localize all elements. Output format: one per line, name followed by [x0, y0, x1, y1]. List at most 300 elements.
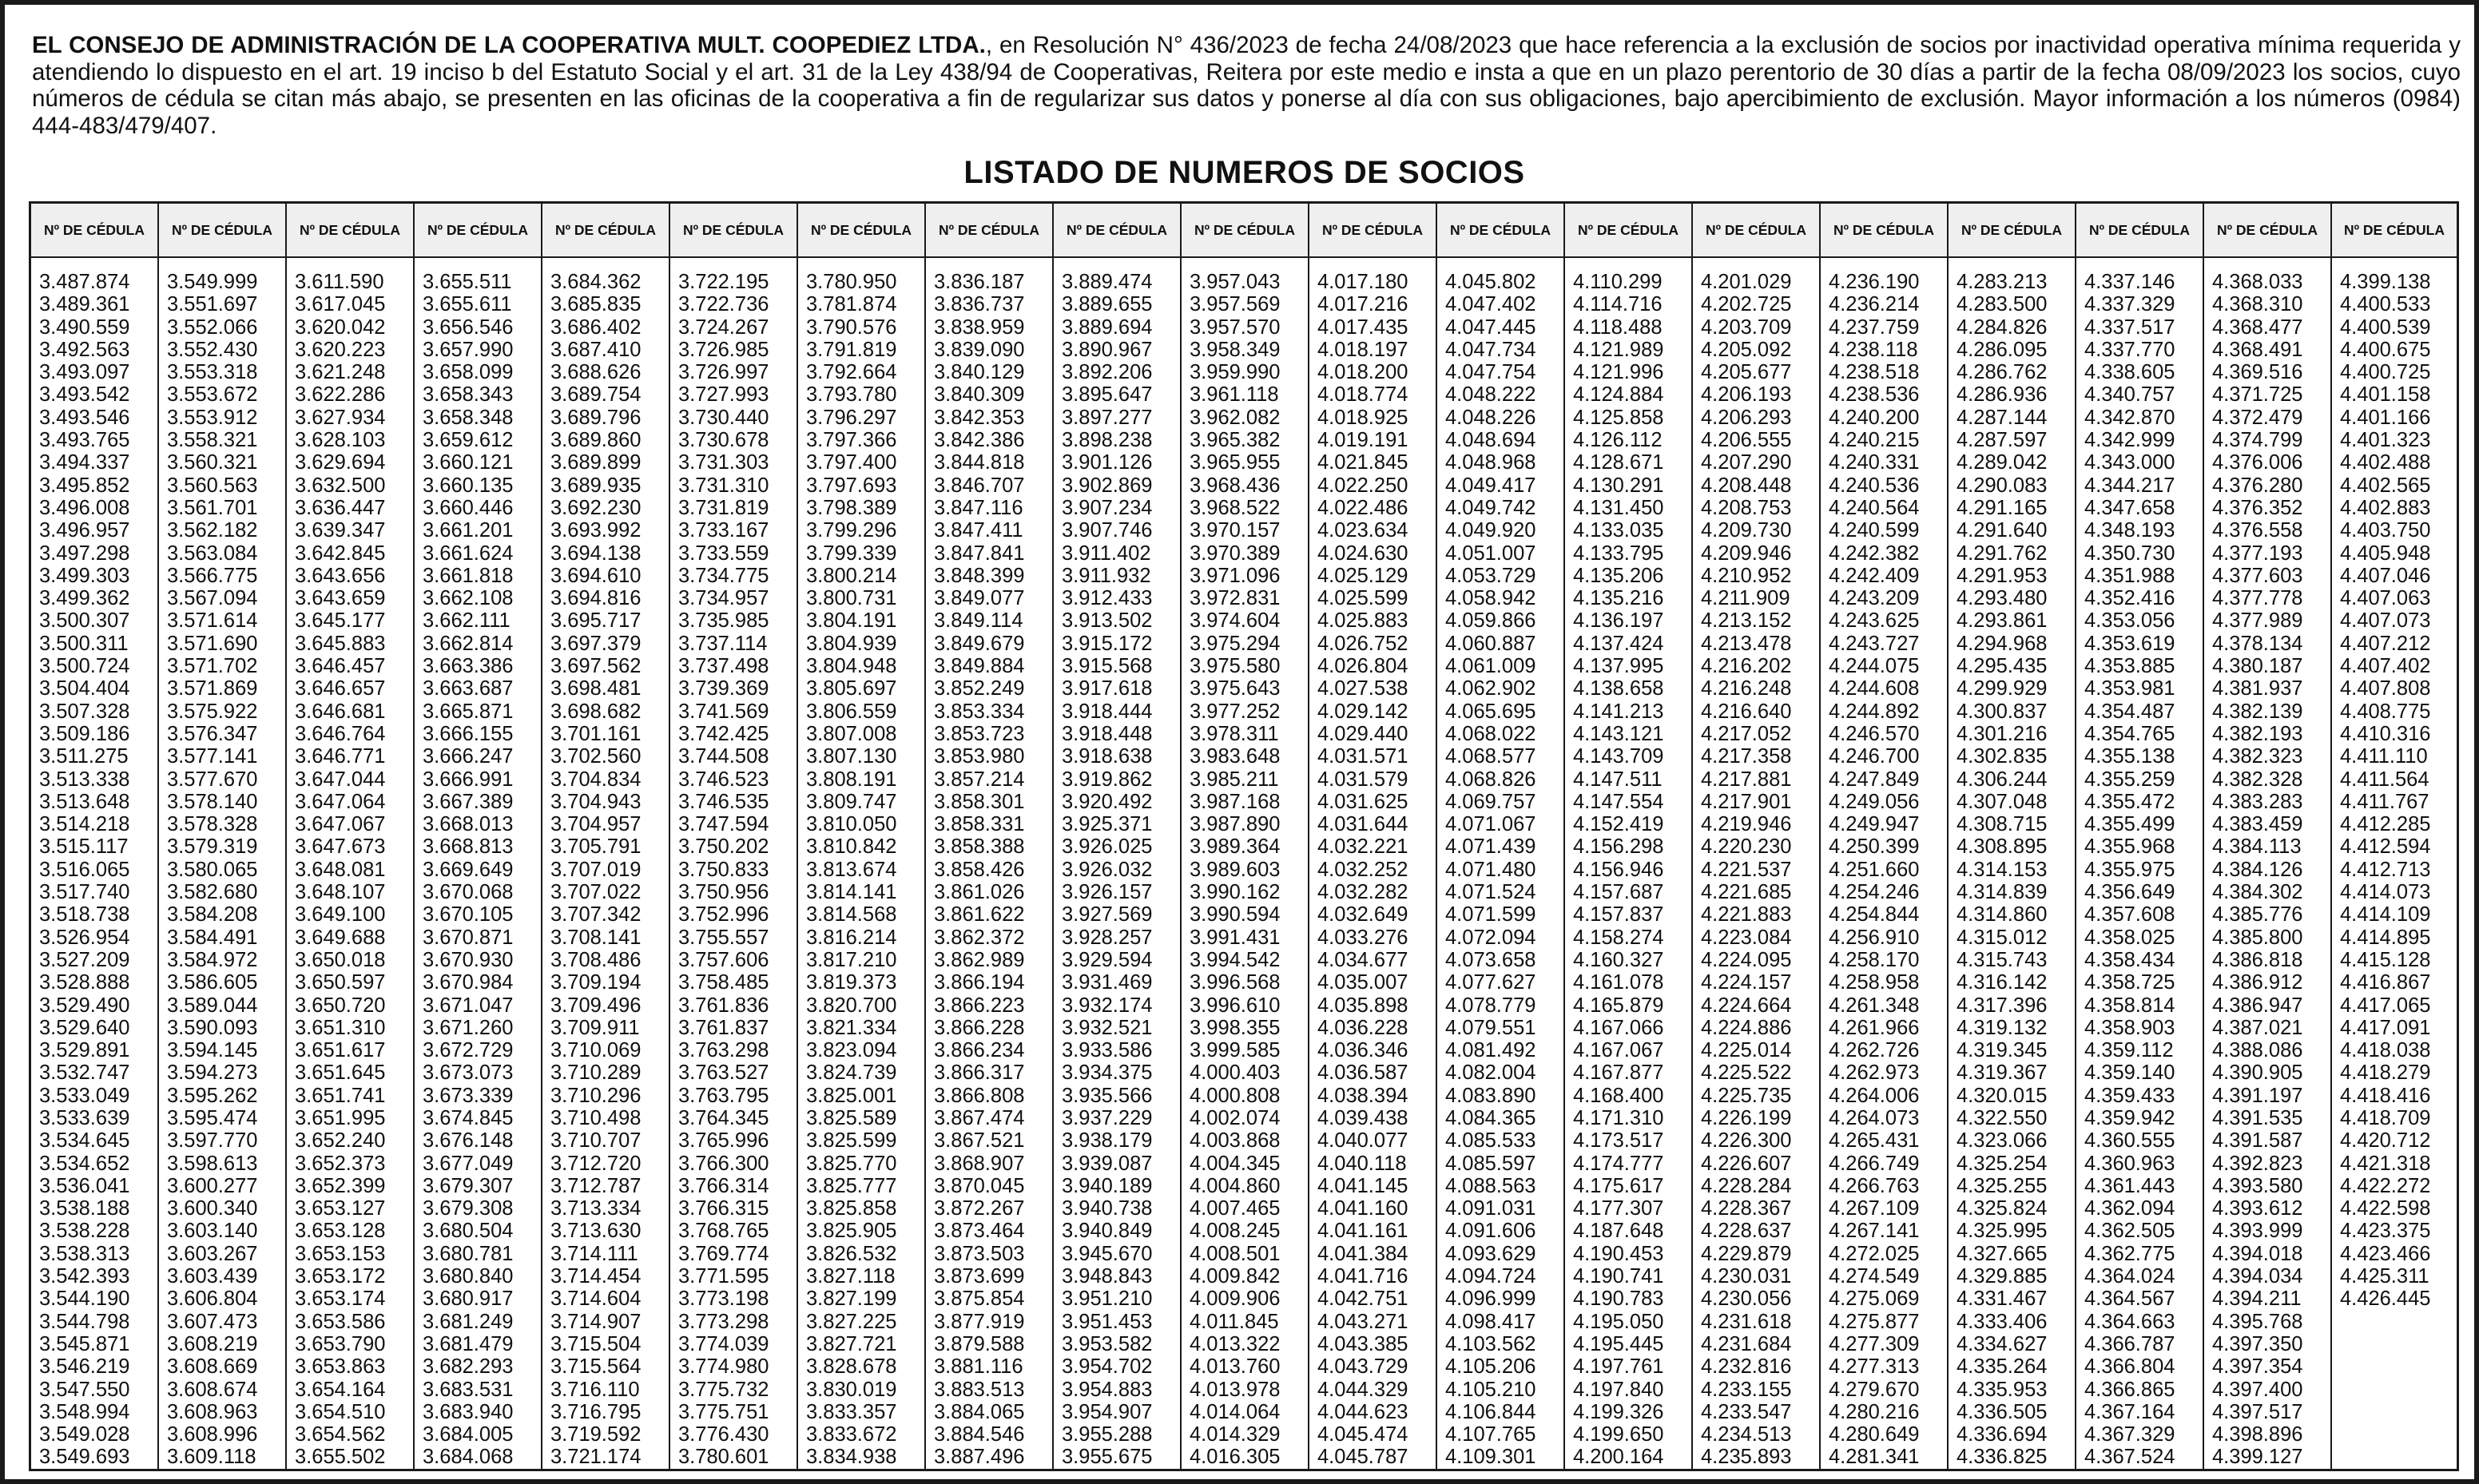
- id-number-cell: 4.366.787: [2084, 1332, 2175, 1355]
- id-number-cell: 3.883.513: [934, 1378, 1025, 1401]
- column-header: Nº DE CÉDULA: [1821, 204, 1947, 258]
- id-number-cell: 4.088.563: [1445, 1174, 1536, 1197]
- id-number-cell: 4.077.627: [1445, 971, 1536, 994]
- id-number-cell: 4.230.031: [1701, 1265, 1792, 1288]
- id-number-cell: 4.283.213: [1957, 271, 2048, 293]
- id-number-cell: 3.954.702: [1062, 1355, 1153, 1379]
- id-number-cell: 4.143.709: [1573, 745, 1664, 768]
- id-number-cell: 4.216.202: [1701, 655, 1792, 678]
- id-number-cell: 3.708.141: [550, 926, 642, 949]
- id-number-cell: 3.710.296: [550, 1084, 642, 1107]
- id-number-cell: 3.655.511: [423, 271, 512, 293]
- id-number-cell: 3.907.234: [1062, 496, 1153, 519]
- id-number-cell: 4.233.155: [1701, 1378, 1792, 1401]
- id-number-cell: 3.655.611: [423, 293, 512, 316]
- id-number-cell: 3.925.371: [1062, 813, 1153, 836]
- id-number-cell: 3.693.992: [550, 519, 642, 542]
- id-number-cell: 4.291.165: [1957, 496, 2048, 519]
- id-number-cell: 3.722.195: [678, 271, 769, 293]
- id-number-cell: 4.016.305: [1190, 1446, 1281, 1469]
- id-number-cell: 3.961.118: [1190, 383, 1279, 407]
- id-number-cell: 3.810.050: [806, 813, 897, 836]
- id-number-cell: 4.262.726: [1829, 1039, 1920, 1062]
- id-number-cell: 4.412.713: [2340, 858, 2431, 881]
- column-header: Nº DE CÉDULA: [542, 204, 669, 258]
- id-number-cell: 4.286.936: [1957, 383, 2048, 407]
- id-number-cell: 4.407.212: [2340, 632, 2431, 655]
- id-number-cell: 4.043.271: [1317, 1310, 1408, 1333]
- id-number-cell: 4.171.310: [1573, 1106, 1664, 1129]
- id-number-cell: 3.714.454: [550, 1265, 642, 1288]
- column-header: Nº DE CÉDULA: [159, 204, 285, 258]
- id-number-cell: 3.804.939: [806, 632, 897, 655]
- id-number-cell: 3.606.804: [167, 1288, 258, 1311]
- id-number-cell: 4.085.597: [1445, 1152, 1536, 1175]
- id-number-cell: 3.666.155: [423, 722, 514, 745]
- id-number-cell: 4.225.735: [1701, 1084, 1792, 1107]
- id-number-cell: 4.274.549: [1829, 1265, 1920, 1288]
- notice-paragraph: [32, 32, 2461, 139]
- id-number-cell: 3.940.738: [1062, 1197, 1153, 1220]
- column-header: Nº DE CÉDULA: [415, 204, 541, 258]
- id-number-cell: 4.165.879: [1573, 994, 1664, 1017]
- id-number-cell: 3.765.996: [678, 1129, 769, 1153]
- id-number-cell: 4.234.513: [1701, 1423, 1792, 1446]
- id-number-cell: 3.716.795: [550, 1400, 642, 1423]
- id-number-cell: 3.571.702: [167, 655, 258, 678]
- id-number-cell: 3.493.546: [39, 406, 130, 429]
- id-number-cell: 4.017.216: [1317, 293, 1408, 316]
- id-number-cell: 3.551.697: [167, 293, 258, 316]
- id-number-cell: 3.825.770: [806, 1152, 897, 1175]
- id-number-cell: 4.364.663: [2084, 1310, 2175, 1333]
- id-number-cell: 3.500.311: [39, 632, 129, 655]
- id-number-cell: 4.337.770: [2084, 338, 2175, 361]
- id-number-cell: 3.911.402: [1062, 542, 1151, 565]
- column-values: [31, 271, 157, 1469]
- id-number-cell: 4.138.658: [1573, 677, 1664, 700]
- id-number-cell: 4.018.774: [1317, 383, 1408, 407]
- id-number-cell: 4.205.677: [1701, 361, 1792, 384]
- id-number-cell: 3.955.675: [1062, 1446, 1153, 1469]
- id-number-cell: 4.411.110: [2340, 745, 2428, 768]
- id-number-cell: 3.866.194: [934, 971, 1025, 994]
- id-number-cell: 3.552.066: [167, 315, 258, 339]
- id-number-cell: 3.708.486: [550, 948, 642, 971]
- id-number-cell: 3.509.186: [39, 722, 130, 745]
- id-number-cell: 4.395.768: [2212, 1310, 2303, 1333]
- id-number-cell: 3.996.610: [1190, 994, 1281, 1017]
- id-number-cell: 3.689.754: [550, 383, 642, 407]
- id-number-cell: 3.827.721: [806, 1332, 897, 1355]
- id-number-cell: 3.496.008: [39, 496, 130, 519]
- id-number-cell: 3.673.339: [423, 1084, 514, 1107]
- id-number-cell: 4.068.022: [1445, 722, 1536, 745]
- id-number-cell: 4.397.354: [2212, 1355, 2303, 1379]
- id-number-cell: 4.344.217: [2084, 474, 2175, 497]
- id-number-cell: 4.397.400: [2212, 1378, 2303, 1401]
- id-number-cell: 4.354.487: [2084, 700, 2175, 723]
- id-number-cell: 4.291.953: [1957, 564, 2048, 587]
- id-number-cell: 4.083.890: [1445, 1084, 1536, 1107]
- id-number-cell: 3.665.871: [423, 700, 514, 723]
- id-number-cell: 4.240.200: [1829, 406, 1920, 429]
- id-number-cell: 3.653.790: [295, 1332, 386, 1355]
- id-number-cell: 4.041.160: [1317, 1197, 1408, 1220]
- id-number-cell: 4.315.743: [1957, 948, 2048, 971]
- id-number-cell: 3.552.430: [167, 338, 258, 361]
- id-number-cell: 4.331.467: [1957, 1288, 2048, 1311]
- id-number-cell: 4.254.844: [1829, 903, 1920, 927]
- id-number-cell: 4.141.213: [1573, 700, 1664, 723]
- id-number-cell: 3.658.348: [423, 406, 514, 429]
- id-number-cell: 4.402.488: [2340, 451, 2431, 474]
- list-title: LISTADO DE NUMEROS DE SOCIOS: [963, 155, 1525, 190]
- id-number-cell: 3.998.355: [1190, 1016, 1281, 1039]
- id-number-cell: 3.849.077: [934, 587, 1025, 610]
- id-number-cell: 4.024.630: [1317, 542, 1408, 565]
- id-number-cell: 3.873.503: [934, 1242, 1025, 1265]
- id-number-cell: 4.369.516: [2212, 361, 2303, 384]
- id-number-cell: 3.741.569: [678, 700, 769, 723]
- id-number-cell: 4.382.193: [2212, 722, 2303, 745]
- id-number-cell: 3.487.874: [39, 271, 130, 293]
- id-number-cell: 4.038.394: [1317, 1084, 1408, 1107]
- id-number-cell: 3.659.612: [423, 429, 514, 452]
- id-number-cell: 4.224.886: [1701, 1016, 1792, 1039]
- id-number-cell: 4.336.825: [1957, 1446, 2048, 1469]
- id-number-cell: 4.334.627: [1957, 1332, 2048, 1355]
- id-number-cell: 4.032.252: [1317, 858, 1408, 881]
- column-header: Nº DE CÉDULA: [2204, 204, 2330, 258]
- id-number-cell: 4.213.152: [1701, 609, 1792, 633]
- table-column: [1054, 204, 1182, 1469]
- id-number-cell: 4.391.535: [2212, 1106, 2303, 1129]
- id-number-cell: 3.549.693: [39, 1446, 130, 1469]
- id-number-cell: 4.407.046: [2340, 564, 2431, 587]
- id-number-cell: 3.735.985: [678, 609, 769, 633]
- id-number-cell: 4.040.077: [1317, 1129, 1408, 1153]
- table-column: [159, 204, 287, 1469]
- id-number-cell: 4.206.293: [1701, 406, 1792, 429]
- id-number-cell: 3.647.064: [295, 790, 386, 813]
- column-header: Nº DE CÉDULA: [2332, 204, 2457, 258]
- id-number-cell: 4.394.034: [2212, 1265, 2303, 1288]
- id-number-cell: 3.737.498: [678, 655, 769, 678]
- id-number-cell: 3.852.249: [934, 677, 1025, 700]
- id-number-cell: 4.105.206: [1445, 1355, 1536, 1379]
- id-number-cell: 3.608.219: [167, 1332, 258, 1355]
- id-number-cell: 3.755.557: [678, 926, 769, 949]
- id-number-cell: 3.589.044: [167, 994, 258, 1017]
- id-number-cell: 4.174.777: [1573, 1152, 1664, 1175]
- id-number-cell: 3.580.065: [167, 858, 258, 881]
- id-number-cell: 3.858.331: [934, 813, 1025, 836]
- id-number-cell: 4.137.424: [1573, 632, 1664, 655]
- id-number-cell: 3.576.347: [167, 722, 258, 745]
- id-number-cell: 3.682.293: [423, 1355, 514, 1379]
- id-number-cell: 3.651.617: [295, 1039, 386, 1062]
- id-number-cell: 3.714.111: [550, 1242, 638, 1265]
- id-number-cell: 4.034.677: [1317, 948, 1408, 971]
- id-number-cell: 4.233.547: [1701, 1400, 1792, 1423]
- id-number-cell: 4.221.883: [1701, 903, 1792, 927]
- id-number-cell: 4.197.761: [1573, 1355, 1664, 1379]
- id-number-cell: 3.603.267: [167, 1242, 258, 1265]
- id-number-cell: 4.224.095: [1701, 948, 1792, 971]
- id-number-cell: 3.884.546: [934, 1423, 1025, 1446]
- column-header: Nº DE CÉDULA: [1437, 204, 1563, 258]
- column-values: [1054, 271, 1180, 1469]
- id-number-cell: 4.044.329: [1317, 1378, 1408, 1401]
- id-number-cell: 4.068.577: [1445, 745, 1536, 768]
- id-number-cell: 4.114.716: [1573, 293, 1663, 316]
- id-number-cell: 4.277.313: [1829, 1355, 1920, 1379]
- id-number-cell: 4.275.069: [1829, 1288, 1920, 1311]
- id-number-cell: 3.938.179: [1062, 1129, 1153, 1153]
- id-number-cell: 3.529.640: [39, 1016, 130, 1039]
- id-number-cell: 3.881.116: [934, 1355, 1023, 1379]
- id-number-cell: 3.608.963: [167, 1400, 258, 1423]
- id-number-cell: 3.918.448: [1062, 722, 1153, 745]
- id-number-cell: 3.653.128: [295, 1220, 386, 1243]
- id-number-cell: 4.244.075: [1829, 655, 1920, 678]
- id-number-cell: 3.597.770: [167, 1129, 258, 1153]
- column-values: [1949, 271, 2075, 1469]
- id-number-cell: 4.382.328: [2212, 768, 2303, 791]
- id-number-cell: 4.078.779: [1445, 994, 1536, 1017]
- id-number-cell: 4.405.948: [2340, 542, 2431, 565]
- table-column: [926, 204, 1054, 1469]
- column-values: [2076, 271, 2203, 1469]
- id-number-cell: 3.639.347: [295, 519, 386, 542]
- id-number-cell: 4.053.729: [1445, 564, 1536, 587]
- id-number-cell: 4.230.056: [1701, 1288, 1792, 1311]
- id-number-cell: 4.004.860: [1190, 1174, 1281, 1197]
- id-number-cell: 3.645.177: [295, 609, 386, 633]
- id-number-cell: 3.515.117: [39, 835, 129, 859]
- id-number-cell: 3.549.999: [167, 271, 258, 293]
- id-number-cell: 3.684.362: [550, 271, 642, 293]
- id-number-cell: 4.240.536: [1829, 474, 1920, 497]
- id-number-cell: 4.262.973: [1829, 1061, 1920, 1085]
- id-number-cell: 3.547.550: [39, 1378, 130, 1401]
- id-number-cell: 3.797.693: [806, 474, 897, 497]
- id-number-cell: 3.603.140: [167, 1220, 258, 1243]
- id-number-cell: 4.319.367: [1957, 1061, 2048, 1085]
- id-number-cell: 4.091.031: [1445, 1197, 1536, 1220]
- id-number-cell: 4.018.200: [1317, 361, 1408, 384]
- id-number-cell: 3.866.234: [934, 1039, 1025, 1062]
- id-number-cell: 4.295.435: [1957, 655, 2048, 678]
- id-number-cell: 4.294.968: [1957, 632, 2048, 655]
- id-number-cell: 4.124.884: [1573, 383, 1664, 407]
- id-number-cell: 3.808.191: [806, 768, 897, 791]
- id-number-cell: 3.773.298: [678, 1310, 769, 1333]
- id-number-cell: 4.293.480: [1957, 587, 2048, 610]
- id-number-cell: 4.133.795: [1573, 542, 1664, 565]
- id-number-cell: 4.217.901: [1701, 790, 1792, 813]
- id-number-cell: 4.217.052: [1701, 722, 1792, 745]
- id-number-cell: 4.422.272: [2340, 1174, 2431, 1197]
- id-number-cell: 3.558.321: [167, 429, 258, 452]
- id-number-cell: 3.661.818: [423, 564, 514, 587]
- id-number-cell: 4.027.538: [1317, 677, 1408, 700]
- members-table: [29, 201, 2459, 1471]
- id-number-cell: 3.800.214: [806, 564, 897, 587]
- id-number-cell: 3.793.780: [806, 383, 897, 407]
- id-number-cell: 4.355.975: [2084, 858, 2175, 881]
- table-column: [798, 204, 926, 1469]
- id-number-cell: 3.646.764: [295, 722, 386, 745]
- id-number-cell: 3.710.289: [550, 1061, 642, 1085]
- id-number-cell: 3.658.099: [423, 361, 514, 384]
- id-number-cell: 3.989.364: [1190, 835, 1281, 859]
- id-number-cell: 3.919.862: [1062, 768, 1153, 791]
- id-number-cell: 4.360.555: [2084, 1129, 2175, 1153]
- id-number-cell: 4.418.279: [2340, 1061, 2431, 1085]
- id-number-cell: 4.358.434: [2084, 948, 2175, 971]
- id-number-cell: 4.400.725: [2340, 361, 2431, 384]
- id-number-cell: 3.681.249: [423, 1310, 514, 1333]
- id-number-cell: 4.013.760: [1190, 1355, 1281, 1379]
- id-number-cell: 3.934.375: [1062, 1061, 1153, 1085]
- id-number-cell: 3.660.135: [423, 474, 514, 497]
- id-number-cell: 3.915.172: [1062, 632, 1153, 655]
- id-number-cell: 4.322.550: [1957, 1106, 2048, 1129]
- id-number-cell: 4.386.947: [2212, 994, 2303, 1017]
- id-number-cell: 4.350.730: [2084, 542, 2175, 565]
- id-number-cell: 3.545.871: [39, 1332, 130, 1355]
- id-number-cell: 3.713.630: [550, 1220, 642, 1243]
- id-number-cell: 4.091.606: [1445, 1220, 1536, 1243]
- id-number-cell: 4.291.640: [1957, 519, 2048, 542]
- id-number-cell: 3.935.566: [1062, 1084, 1153, 1107]
- id-number-cell: 3.747.594: [678, 813, 769, 836]
- id-number-cell: 4.402.883: [2340, 496, 2431, 519]
- id-number-cell: 4.168.400: [1573, 1084, 1664, 1107]
- id-number-cell: 4.048.968: [1445, 451, 1536, 474]
- id-number-cell: 3.830.019: [806, 1378, 897, 1401]
- id-number-cell: 4.251.660: [1829, 858, 1920, 881]
- column-header: Nº DE CÉDULA: [670, 204, 797, 258]
- id-number-cell: 4.025.599: [1317, 587, 1408, 610]
- id-number-cell: 3.847.116: [934, 496, 1023, 519]
- id-number-cell: 3.907.746: [1062, 519, 1153, 542]
- id-number-cell: 4.391.587: [2212, 1129, 2303, 1153]
- id-number-cell: 3.940.849: [1062, 1220, 1153, 1243]
- id-number-cell: 4.338.605: [2084, 361, 2175, 384]
- id-number-cell: 4.414.073: [2340, 881, 2431, 904]
- id-number-cell: 3.889.655: [1062, 293, 1153, 316]
- id-number-cell: 3.704.957: [550, 813, 642, 836]
- id-number-cell: 4.242.409: [1829, 564, 1920, 587]
- id-number-cell: 3.866.223: [934, 994, 1025, 1017]
- id-number-cell: 3.707.019: [550, 858, 642, 881]
- id-number-cell: 4.022.486: [1317, 496, 1408, 519]
- id-number-cell: 3.489.361: [39, 293, 130, 316]
- id-number-cell: 3.932.174: [1062, 994, 1153, 1017]
- id-number-cell: 4.308.895: [1957, 835, 2048, 859]
- id-number-cell: 4.240.331: [1829, 451, 1920, 474]
- id-number-cell: 4.047.734: [1445, 338, 1536, 361]
- id-number-cell: 3.868.907: [934, 1152, 1025, 1175]
- id-number-cell: 3.750.202: [678, 835, 769, 859]
- id-number-cell: 4.407.808: [2340, 677, 2431, 700]
- id-number-cell: 3.792.664: [806, 361, 897, 384]
- id-number-cell: 4.047.445: [1445, 315, 1536, 339]
- id-number-cell: 4.272.025: [1829, 1242, 1920, 1265]
- id-number-cell: 3.680.917: [423, 1288, 514, 1311]
- id-number-cell: 4.376.006: [2212, 451, 2303, 474]
- id-number-cell: 4.042.751: [1317, 1288, 1408, 1311]
- id-number-cell: 3.677.049: [423, 1152, 514, 1175]
- id-number-cell: 3.656.546: [423, 315, 514, 339]
- id-number-cell: 3.901.126: [1062, 451, 1153, 474]
- id-number-cell: 4.412.285: [2340, 813, 2431, 836]
- id-number-cell: 3.722.736: [678, 293, 769, 316]
- id-number-cell: 4.364.567: [2084, 1288, 2175, 1311]
- id-number-cell: 4.079.551: [1445, 1016, 1536, 1039]
- id-number-cell: 3.821.334: [806, 1016, 897, 1039]
- id-number-cell: 3.577.670: [167, 768, 258, 791]
- id-number-cell: 3.667.389: [423, 790, 514, 813]
- id-number-cell: 3.948.843: [1062, 1265, 1153, 1288]
- id-number-cell: 4.397.350: [2212, 1332, 2303, 1355]
- id-number-cell: 4.003.868: [1190, 1129, 1281, 1153]
- id-number-cell: 3.775.732: [678, 1378, 769, 1401]
- id-number-cell: 4.040.118: [1317, 1152, 1407, 1175]
- id-number-cell: 4.264.006: [1829, 1084, 1920, 1107]
- id-number-cell: 3.724.267: [678, 315, 769, 339]
- id-number-cell: 4.407.402: [2340, 655, 2431, 678]
- id-number-cell: 4.045.802: [1445, 271, 1536, 293]
- id-number-cell: 3.548.994: [39, 1400, 130, 1423]
- id-number-cell: 4.314.153: [1957, 858, 2048, 881]
- id-number-cell: 3.797.366: [806, 429, 897, 452]
- id-number-cell: 4.032.221: [1317, 835, 1408, 859]
- id-number-cell: 3.622.286: [295, 383, 386, 407]
- id-number-cell: 3.527.209: [39, 948, 130, 971]
- id-number-cell: 4.220.230: [1701, 835, 1792, 859]
- id-number-cell: 4.216.248: [1701, 677, 1792, 700]
- id-number-cell: 3.538.313: [39, 1242, 130, 1265]
- id-number-cell: 4.348.193: [2084, 519, 2175, 542]
- id-number-cell: 4.357.608: [2084, 903, 2175, 927]
- id-number-cell: 3.861.622: [934, 903, 1025, 927]
- id-number-cell: 4.206.555: [1701, 429, 1792, 452]
- id-number-cell: 4.017.180: [1317, 271, 1408, 293]
- id-number-cell: 3.844.818: [934, 451, 1025, 474]
- id-number-cell: 3.546.219: [39, 1355, 130, 1379]
- id-number-cell: 3.825.777: [806, 1174, 897, 1197]
- id-number-cell: 3.710.498: [550, 1106, 642, 1129]
- id-number-cell: 3.694.138: [550, 542, 642, 565]
- id-number-cell: 4.243.727: [1829, 632, 1920, 655]
- id-number-cell: 3.890.967: [1062, 338, 1153, 361]
- id-number-cell: 3.584.972: [167, 948, 258, 971]
- id-number-cell: 4.401.323: [2340, 429, 2431, 452]
- id-number-cell: 3.807.008: [806, 722, 897, 745]
- id-number-cell: 4.021.845: [1317, 451, 1408, 474]
- column-values: [1182, 271, 1308, 1469]
- id-number-cell: 4.249.947: [1829, 813, 1920, 836]
- id-number-cell: 4.423.466: [2340, 1242, 2431, 1265]
- id-number-cell: 3.536.041: [39, 1174, 130, 1197]
- id-number-cell: 3.833.357: [806, 1400, 897, 1423]
- id-number-cell: 3.820.700: [806, 994, 897, 1017]
- id-number-cell: 4.374.799: [2212, 429, 2303, 452]
